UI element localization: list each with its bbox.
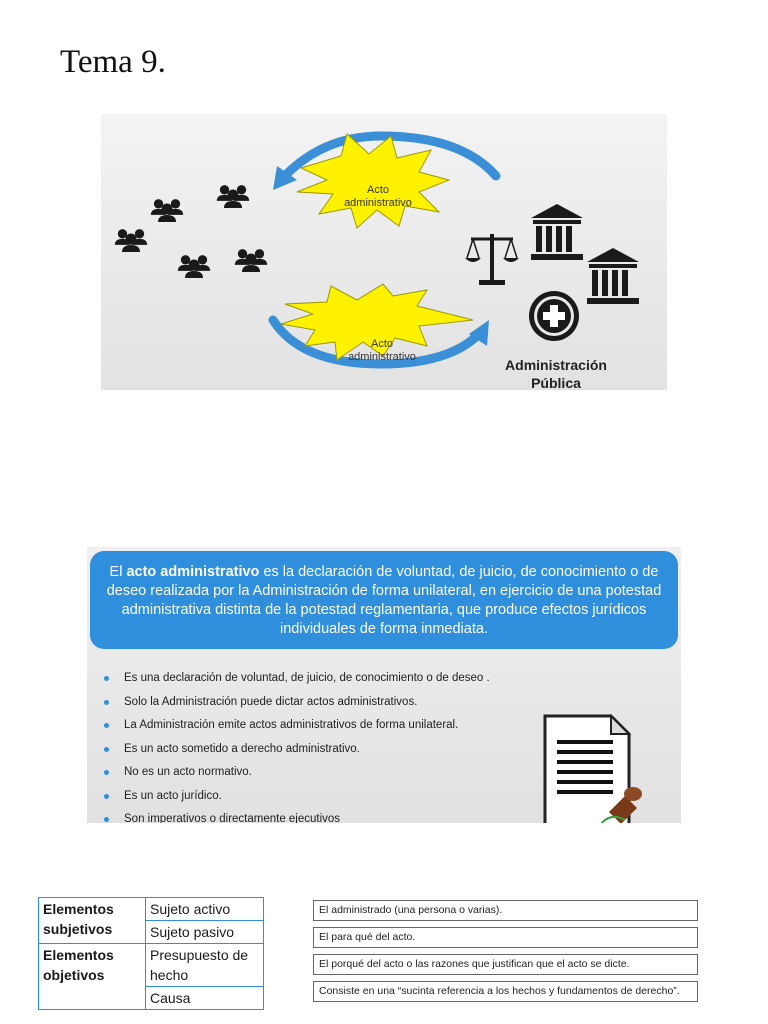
description-box: El porqué del acto o las razones que justifican que el acto se dicte. xyxy=(313,954,698,975)
elements-objective-label: Elementos objetivos xyxy=(39,944,146,1010)
elements-subjective-label: Elementos subjetivos xyxy=(39,898,146,944)
list-item: Es un acto sometido a derecho administrativo. xyxy=(101,738,490,762)
table-cell: Causa xyxy=(146,987,264,1010)
public-administration-label: Administración Pública xyxy=(505,357,607,390)
government-building-icon xyxy=(587,248,639,304)
description-box: El para qué del acto. xyxy=(313,927,698,948)
description-box: El administrado (una persona o varias). xyxy=(313,900,698,921)
table-cell: Presupuesto de hecho xyxy=(146,944,264,987)
people-groups-icon xyxy=(115,185,267,278)
list-item: Solo la Administración puede dictar actos administrativos. xyxy=(101,691,490,715)
table-cell: Sujeto pasivo xyxy=(146,921,264,944)
list-item: Es un acto jurídico. xyxy=(101,785,490,809)
characteristics-list xyxy=(101,667,490,823)
elements-table xyxy=(38,897,264,1010)
list-item: Son imperativos o directamente ejecutivos xyxy=(101,808,490,823)
bottom-burst-label: Acto administrativo xyxy=(348,338,416,363)
page-title: Tema 9. xyxy=(60,44,166,80)
government-building-icon xyxy=(531,204,583,260)
document-stamp-icon xyxy=(541,712,651,823)
table-cell: Sujeto activo xyxy=(146,898,264,921)
slide-definition xyxy=(87,547,681,823)
list-item: Es una declaración de voluntad, de juicio, de conocimiento o de deseo . xyxy=(101,667,490,691)
slide-administrative-act-diagram xyxy=(101,114,667,390)
scales-of-justice-icon xyxy=(465,234,519,285)
description-box: Consiste en una “sucinta referencia a los hechos y fundamentos de derecho”. xyxy=(313,981,698,1002)
medical-cross-icon xyxy=(529,291,579,341)
list-item: La Administración emite actos administrativos de forma unilateral. xyxy=(101,714,490,738)
top-burst-label: Acto administrativo xyxy=(344,184,412,209)
definition-term: acto administrativo xyxy=(126,564,260,580)
list-item: No es un acto normativo. xyxy=(101,761,490,785)
element-descriptions xyxy=(313,900,698,1002)
definition-box: El acto administrativo es la declaración de voluntad, de juicio, de conocimiento o de deseo realizada por la Administración de forma unilateral, en ejercicio de una potestad administrativa distinta de la potestad reglamentaria, que produce efectos jurídicos individuales de forma inmediata. xyxy=(90,551,678,649)
